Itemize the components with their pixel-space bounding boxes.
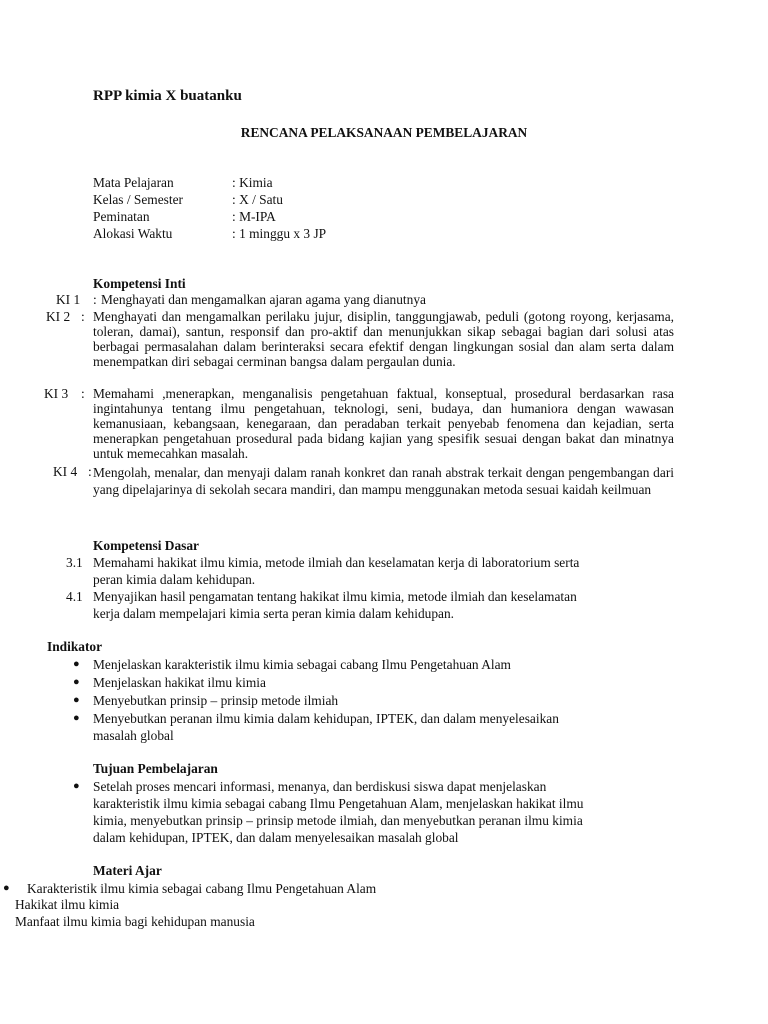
ki-text: Mengolah, menalar, dan menyaji dalam ranah konkret dan ranah abstrak terkait dengan pengembangan dari yang dipelajarinya di sekolah secara mandiri, dan mampu menggunakan metoda sesuai kaidah keilmuan <box>93 465 674 497</box>
materi-item: Manfaat ilmu kimia bagi kehidupan manusia <box>15 914 255 929</box>
ki-separator: : <box>81 309 85 324</box>
identity-value: : Kimia <box>232 175 273 190</box>
section-heading: Kompetensi Inti <box>93 276 186 291</box>
identity-value: : 1 minggu x 3 JP <box>232 226 327 241</box>
ki-code: KI 2 <box>46 309 71 324</box>
indikator-item: Menjelaskan karakteristik ilmu kimia sebagai cabang Ilmu Pengetahuan Alam <box>93 657 511 672</box>
document-header: RPP kimia X buatanku <box>93 88 242 104</box>
indikator-item: masalah global <box>93 728 174 743</box>
ki-code: KI 1 <box>56 292 81 307</box>
bullet-icon: ● <box>73 712 80 724</box>
ki-text: Memahami ,menerapkan, menganalisis pengetahuan faktual, konseptual, prosedural berdasarkan rasa ingintahunya tentang ilmu pengetahuan, teknologi, seni, budaya, dan humaniora dengan wawasan kemanusiaan, kebangsaan, kenegaraan, dan peradaban terkait penyebab fenomena dan kejadian, serta menerapkan pengetahuan prosedural pada bidang kajian yang spesifik sesuai dengan bakat dan minatnya untuk memecahkan masalah. <box>93 386 674 461</box>
identity-label: Peminatan <box>93 209 150 224</box>
identity-value: : X / Satu <box>232 192 283 207</box>
bullet-icon: ● <box>73 676 80 688</box>
kd-text: Memahami hakikat ilmu kimia, metode ilmiah dan keselamatan kerja di laboratorium serta <box>93 555 580 570</box>
bullet-icon: ● <box>3 882 10 894</box>
tujuan-text: dalam kehidupan, IPTEK, dan dalam menyelesaikan masalah global <box>93 830 459 845</box>
ki-separator: : <box>81 386 85 401</box>
kd-code: 3.1 <box>66 555 83 570</box>
ki-code: KI 4 <box>53 464 78 479</box>
identity-label: Alokasi Waktu <box>93 226 173 241</box>
page-title: RENCANA PELAKSANAAN PEMBELAJARAN <box>240 125 528 140</box>
ki-separator: : <box>93 292 97 307</box>
materi-item: Hakikat ilmu kimia <box>15 897 120 912</box>
bullet-icon: ● <box>73 694 80 706</box>
tujuan-text: kimia, menyebutkan prinsip – prinsip metode ilmiah, dan menyebutkan peranan ilmu kimia <box>93 813 583 828</box>
ki-code: KI 3 <box>44 386 69 401</box>
tujuan-text: karakteristik ilmu kimia sebagai cabang Ilmu Pengetahuan Alam, menjelaskan hakikat ilmu <box>93 796 584 811</box>
ki-text: Menghayati dan mengamalkan ajaran agama yang dianutnya <box>101 292 426 307</box>
identity-label: Mata Pelajaran <box>93 175 174 190</box>
section-heading: Tujuan Pembelajaran <box>93 761 218 776</box>
bullet-icon: ● <box>73 780 80 792</box>
kd-code: 4.1 <box>66 589 83 604</box>
section-heading: Indikator <box>47 639 103 654</box>
indikator-item: Menjelaskan hakikat ilmu kimia <box>93 675 266 690</box>
ki-separator: : <box>88 464 92 479</box>
identity-label: Kelas / Semester <box>93 192 183 207</box>
section-heading: Materi Ajar <box>93 863 162 878</box>
indikator-item: Menyebutkan prinsip – prinsip metode ilmiah <box>93 693 339 708</box>
kd-text: Menyajikan hasil pengamatan tentang hakikat ilmu kimia, metode ilmiah dan keselamatan <box>93 589 577 604</box>
section-heading: Kompetensi Dasar <box>93 538 200 553</box>
indikator-item: Menyebutkan peranan ilmu kimia dalam kehidupan, IPTEK, dan dalam menyelesaikan <box>93 711 559 726</box>
ki-text: Menghayati dan mengamalkan perilaku jujur, disiplin, tanggungjawab, peduli (gotong royong, kerjasama, toleran, damai), santun, responsif dan pro-aktif dan menunjukkan sikap sebagai bagian dari solusi atas berbagai permasalahan dalam berinteraksi secara efektif dengan lingkungan sosial dan alam serta dalam menempatkan diri sebagai cerminan bangsa dalam pergaulan dunia. <box>93 309 674 369</box>
identity-value: : M-IPA <box>232 209 276 224</box>
kd-text: peran kimia dalam kehidupan. <box>93 572 256 587</box>
kd-text: kerja dalam mempelajari kimia serta peran kimia dalam kehidupan. <box>93 606 455 621</box>
bullet-icon: ● <box>73 658 80 670</box>
materi-item: Karakteristik ilmu kimia sebagai cabang Ilmu Pengetahuan Alam <box>27 881 377 896</box>
tujuan-text: Setelah proses mencari informasi, menanya, dan berdiskusi siswa dapat menjelaskan <box>93 779 547 794</box>
